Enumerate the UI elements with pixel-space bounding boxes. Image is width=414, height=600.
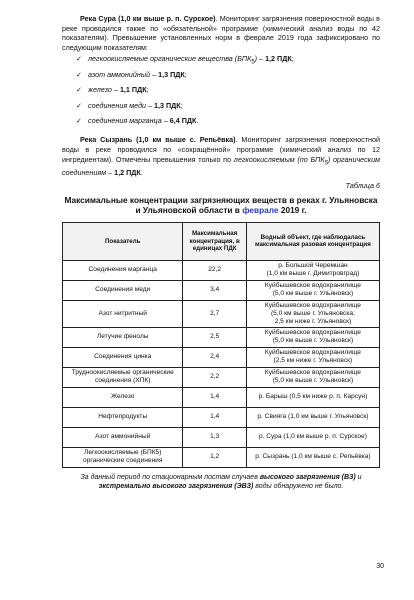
list-item — [76, 54, 380, 67]
table-label: Таблица 6 — [345, 181, 380, 191]
syzran-value: 1,2 ПДК — [114, 167, 141, 177]
table-row — [63, 427, 380, 447]
sura-title: Река Сура (1,0 км выше р. п. Сурское) — [80, 14, 216, 23]
cell-place: Куйбышевское водохранилище (2,5 км ниже г. Ульяновск) — [246, 347, 379, 367]
cell-value: 1,2 — [183, 447, 246, 467]
syzran-sub: 5 — [324, 159, 328, 166]
header-max-concentration: Максимальная концентрация, в единицах ПДК — [183, 222, 246, 260]
checkmark-icon: ✓ — [76, 87, 82, 95]
syzran-title: Река Сызрань (1,0 км выше с. Репьёвка) — [80, 135, 236, 145]
cell-name: Соединения меди — [63, 280, 183, 300]
item-end: ; — [184, 69, 187, 79]
table-title-tail: 2019 г. — [278, 205, 307, 216]
table-title-date: феврале — [242, 205, 279, 216]
table-row — [63, 367, 380, 387]
cell-value: 2,4 — [183, 347, 246, 367]
page-number: 30 — [376, 563, 384, 570]
syzran-italic-text-2: ) органическим соединениям — [62, 154, 380, 177]
cell-name: Соединения марганца — [63, 260, 183, 280]
table-title — [62, 195, 380, 216]
syzran-end: . — [140, 167, 143, 177]
checkmark-icon: ✓ — [76, 71, 82, 79]
item-value: 1,3 ПДК — [154, 100, 181, 110]
list-item-text — [88, 70, 187, 83]
table-row — [63, 387, 380, 407]
cell-value: 3,4 — [183, 280, 246, 300]
syzran-dash: – — [106, 167, 115, 177]
list-item-text — [88, 101, 183, 114]
cell-place: Куйбышевское водохранилище (5,0 км выше г. Ульяновск) — [246, 280, 379, 300]
item-value: 1,1 ПДК — [119, 85, 147, 95]
cell-value: 1,3 — [183, 427, 246, 447]
note-text-d: экстремально высокого загрязнения (ЭВЗ) — [98, 482, 254, 490]
item-sub: 5 — [251, 59, 255, 66]
item-name: азот аммонийный – — [88, 69, 159, 79]
item-end: . — [196, 115, 199, 125]
cell-name: Трудноокисляемые органические соединения (ХПК) — [63, 367, 183, 387]
item-end: ; — [180, 100, 183, 110]
table-title-main: Максимальные концентрации загрязняющих веществ в реках г. Ульяновска и Ульяновской области в — [64, 195, 378, 216]
list-item — [76, 85, 380, 98]
cell-value: 2,7 — [183, 300, 246, 327]
list-item-text — [88, 85, 149, 98]
syzran-italic-text: легкоокисляемым (по БПК — [233, 154, 325, 164]
syzran-paragraph — [62, 135, 380, 177]
list-item-text — [88, 116, 198, 129]
note-text-b: высокого загрязнения (ВЗ) — [259, 473, 356, 481]
item-name: легкоокисляемые органические вещества (БПК — [88, 54, 252, 64]
list-item — [76, 116, 380, 129]
item-end: ; — [146, 85, 149, 95]
cell-value: 2,2 — [183, 367, 246, 387]
checkmark-icon: ✓ — [76, 102, 82, 110]
list-item — [76, 101, 380, 114]
item-name: соединения марганца – — [88, 115, 170, 125]
cell-place: Куйбышевское водохранилище (5,0 км выше г. Ульяновск) — [246, 327, 379, 347]
note-text-c: и — [355, 473, 362, 481]
cell-name: Летучие фенолы — [63, 327, 183, 347]
table-row — [63, 280, 380, 300]
cell-name: Азот нитритный — [63, 300, 183, 327]
cell-name: Нефтепродукты — [63, 407, 183, 427]
sura-exceedance-list — [62, 54, 380, 129]
header-water-body: Водный объект, где наблюдалась максимальная разовая концентрация — [246, 222, 379, 260]
table-row — [63, 447, 380, 467]
table-row — [63, 300, 380, 327]
checkmark-icon: ✓ — [76, 117, 82, 125]
syzran-text-1: . Мониторинг загрязнения поверхностной воды в реке проводился по «сокращённой» программе (химический анализ по 12 ингредиентам). Отмечены превышения только по — [62, 135, 380, 164]
cell-place: р. Сура (1,0 км выше р. п. Сурское) — [246, 427, 379, 447]
item-value: 1,2 ПДК — [265, 54, 292, 64]
list-item-text — [88, 54, 294, 67]
cell-value: 22,2 — [183, 260, 246, 280]
cell-place: р. Барыш (0,5 км ниже р. п. Карсун) — [246, 387, 379, 407]
item-name: железо – — [88, 85, 120, 95]
cell-name: Азот аммонийный — [63, 427, 183, 447]
note-text-a: За данный период по стационарным постам случаев — [80, 473, 260, 481]
table-row — [63, 347, 380, 367]
note-text-e: воды обнаружено не было. — [253, 482, 344, 490]
checkmark-icon: ✓ — [76, 56, 82, 64]
cell-place: Куйбышевское водохранилище (5,0 км выше г. Ульяновск) — [246, 367, 379, 387]
item-end: ; — [291, 54, 294, 64]
cell-name: Легкоокисляемые (БПК5) органические соединения — [63, 447, 183, 467]
cell-place: р. Свияга (1,0 км выше г. Ульяновск) — [246, 407, 379, 427]
sura-text: . Мониторинг загрязнения поверхностной воды в реке проводился также по «обязательной» программе (химический анализ воды по 42 показателям). Превышение установленных норм в феврале 2019 года зафиксировано по следующим показателям: — [62, 14, 380, 52]
cell-place: р. Большой Черемшан (1,0 км выше г. Димитровград) — [246, 260, 379, 280]
item-value: 1,3 ПДК — [158, 69, 185, 79]
table-row — [63, 260, 380, 280]
table-row — [63, 407, 380, 427]
list-item — [76, 70, 380, 83]
pollutant-table — [62, 222, 380, 468]
table-header-row — [63, 222, 380, 260]
cell-place: Куйбышевское водохранилище (5,0 км выше г. Ульяновска; 2,5 км ниже г. Ульяновск) — [246, 300, 379, 327]
footnote — [62, 473, 380, 492]
cell-place: р. Сызрань (1,0 км выше с. Репьёвка) — [246, 447, 379, 467]
cell-name: Железо — [63, 387, 183, 407]
item-value: 6,4 ПДК — [169, 115, 197, 125]
cell-value: 2,5 — [183, 327, 246, 347]
sura-paragraph — [62, 14, 380, 52]
header-indicator: Показатель — [63, 222, 183, 260]
cell-name: Соединения цинка — [63, 347, 183, 367]
table-row — [63, 327, 380, 347]
cell-value: 1,4 — [183, 407, 246, 427]
cell-value: 1,4 — [183, 387, 246, 407]
item-tail: ) – — [254, 54, 266, 64]
item-name: соединения меди – — [88, 100, 155, 110]
